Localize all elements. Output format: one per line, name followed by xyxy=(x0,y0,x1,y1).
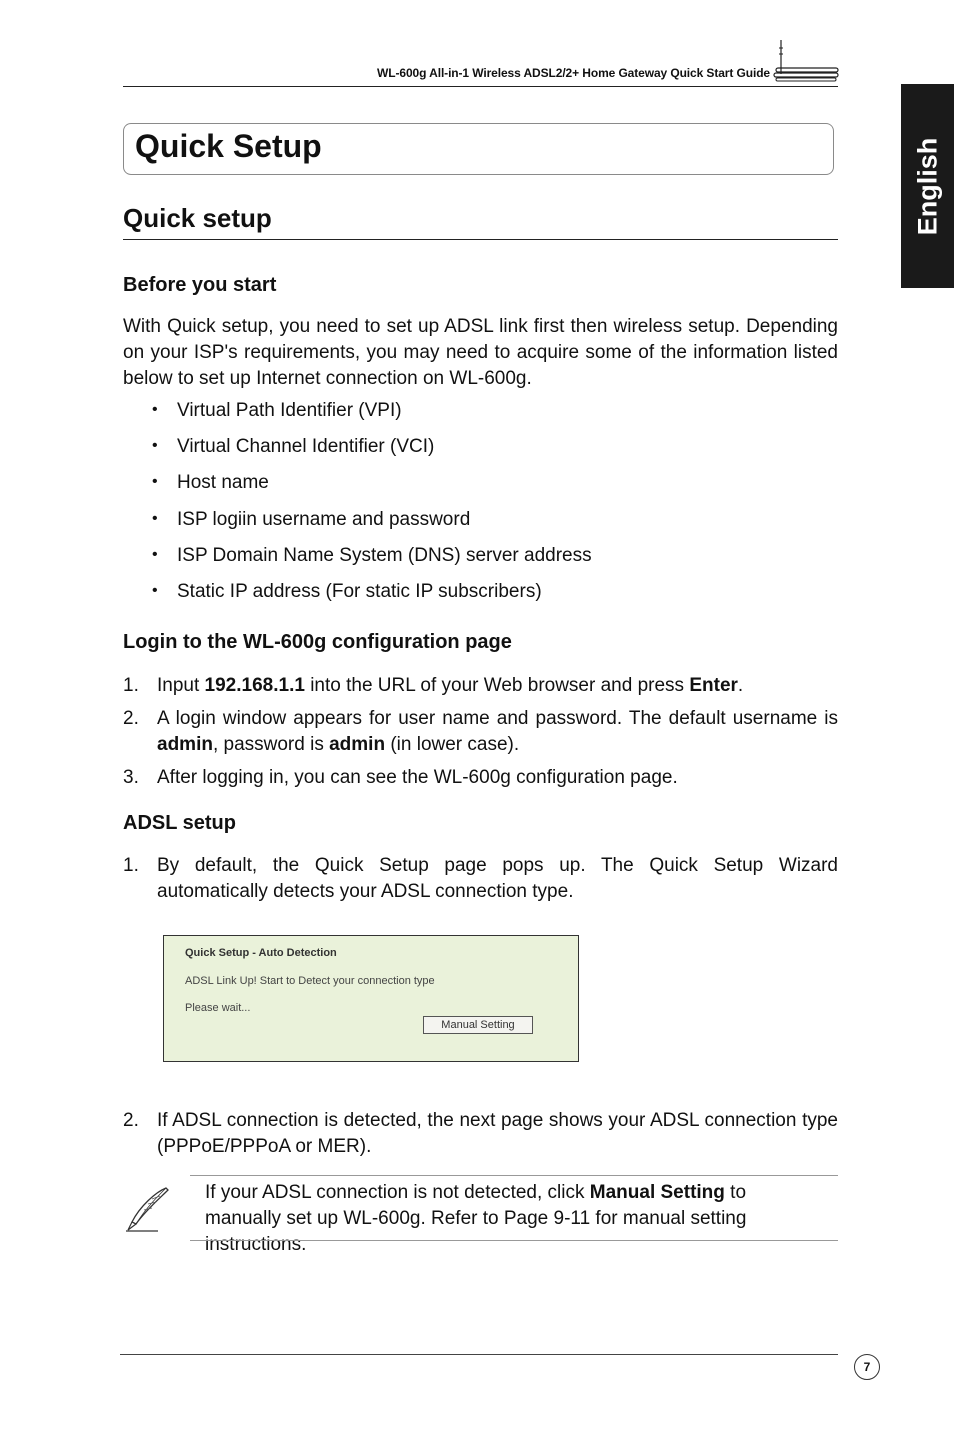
step-text-part: A login window appears for user name and password. The default username is xyxy=(157,708,838,729)
list-item xyxy=(152,545,752,569)
step-text: After logging in, you can see the WL-600g configuration page. xyxy=(157,767,678,788)
adsl-step xyxy=(123,853,838,905)
enter-key: Enter xyxy=(689,675,738,696)
note-divider-top xyxy=(190,1175,838,1176)
list-item-text: Virtual Path Identifier (VPI) xyxy=(177,400,402,421)
list-item-text: Virtual Channel Identifier (VCI) xyxy=(177,436,435,457)
list-item xyxy=(152,400,752,424)
adsl-step xyxy=(123,1108,838,1160)
bullet-icon: • xyxy=(152,510,158,527)
login-step xyxy=(123,706,838,758)
step-text-part: (in lower case). xyxy=(385,734,520,755)
list-item-text: ISP Domain Name System (DNS) server address xyxy=(177,545,592,566)
default-password: admin xyxy=(329,734,386,755)
list-item-text: Host name xyxy=(177,472,269,493)
list-item xyxy=(152,581,752,605)
list-item-text: ISP logiin username and password xyxy=(177,509,471,530)
login-step xyxy=(123,765,838,791)
bullet-icon: • xyxy=(152,582,158,599)
footer-divider xyxy=(120,1354,838,1355)
ip-address: 192.168.1.1 xyxy=(204,675,305,696)
section-divider xyxy=(123,239,838,240)
note-text xyxy=(205,1180,825,1258)
before-start-intro: With Quick setup, you need to set up ADSL link first then wireless setup. Depending on your ISP's requirements, you may need to acquire some of the information listed below to set up Internet connection on WL-600g. xyxy=(123,316,838,389)
step-text-part: , password is xyxy=(212,734,330,755)
step-text: By default, the Quick Setup page pops up. The Quick Setup Wizard automatically detects your ADSL connection type. xyxy=(157,855,838,902)
step-number: 2. xyxy=(123,708,139,729)
step-text xyxy=(157,706,838,758)
step-text-part: Input xyxy=(157,675,205,696)
step-number: 1. xyxy=(123,855,139,876)
header-divider xyxy=(123,86,838,87)
list-item-text: Static IP address (For static IP subscribers) xyxy=(177,581,542,602)
note-text-part: to manually set up WL-600g. Refer to Page 9-11 for manual setting instructions. xyxy=(205,1182,747,1255)
note-manual-setting: Manual Setting xyxy=(589,1182,725,1203)
bullet-icon: • xyxy=(152,473,158,490)
step-text xyxy=(157,673,838,699)
list-item xyxy=(152,472,752,496)
note-text-part: If your ADSL connection is not detected, click xyxy=(205,1182,590,1203)
screenshot-title: Quick Setup - Auto Detection xyxy=(185,947,337,959)
login-step xyxy=(123,673,838,699)
adsl-heading: ADSL setup xyxy=(123,812,236,834)
header-title: WL-600g All-in-1 Wireless ADSL2/2+ Home Gateway Quick Start Guide xyxy=(377,66,770,80)
default-username: admin xyxy=(157,734,213,755)
step-number: 1. xyxy=(123,675,139,696)
step-text-part: . xyxy=(737,675,744,696)
bullet-icon: • xyxy=(152,437,158,454)
login-heading: Login to the WL-600g configuration page xyxy=(123,631,512,653)
list-item xyxy=(152,436,752,460)
bullet-icon: • xyxy=(152,401,158,418)
language-tab-label: English xyxy=(912,137,943,235)
step-number: 3. xyxy=(123,767,139,788)
page-title: Quick Setup xyxy=(135,128,322,164)
page-number: 7 xyxy=(854,1354,880,1380)
router-antenna-icon xyxy=(772,38,840,84)
step-number: 2. xyxy=(123,1110,139,1131)
bullet-icon: • xyxy=(152,546,158,563)
step-text-part: into the URL of your Web browser and press xyxy=(304,675,690,696)
screenshot-status: ADSL Link Up! Start to Detect your connection type xyxy=(185,975,435,987)
section-heading: Quick setup xyxy=(123,203,272,233)
list-item xyxy=(152,509,752,533)
language-tab-label-wrap xyxy=(901,84,954,288)
screenshot-wait: Please wait... xyxy=(185,1002,251,1014)
manual-setting-button[interactable]: Manual Setting xyxy=(423,1016,533,1034)
pen-note-icon xyxy=(122,1184,172,1234)
before-start-heading: Before you start xyxy=(123,274,277,296)
step-text: If ADSL connection is detected, the next page shows your ADSL connection type (PPPoE/PPPoA or MER). xyxy=(157,1110,838,1157)
note-divider-bottom xyxy=(190,1240,838,1241)
